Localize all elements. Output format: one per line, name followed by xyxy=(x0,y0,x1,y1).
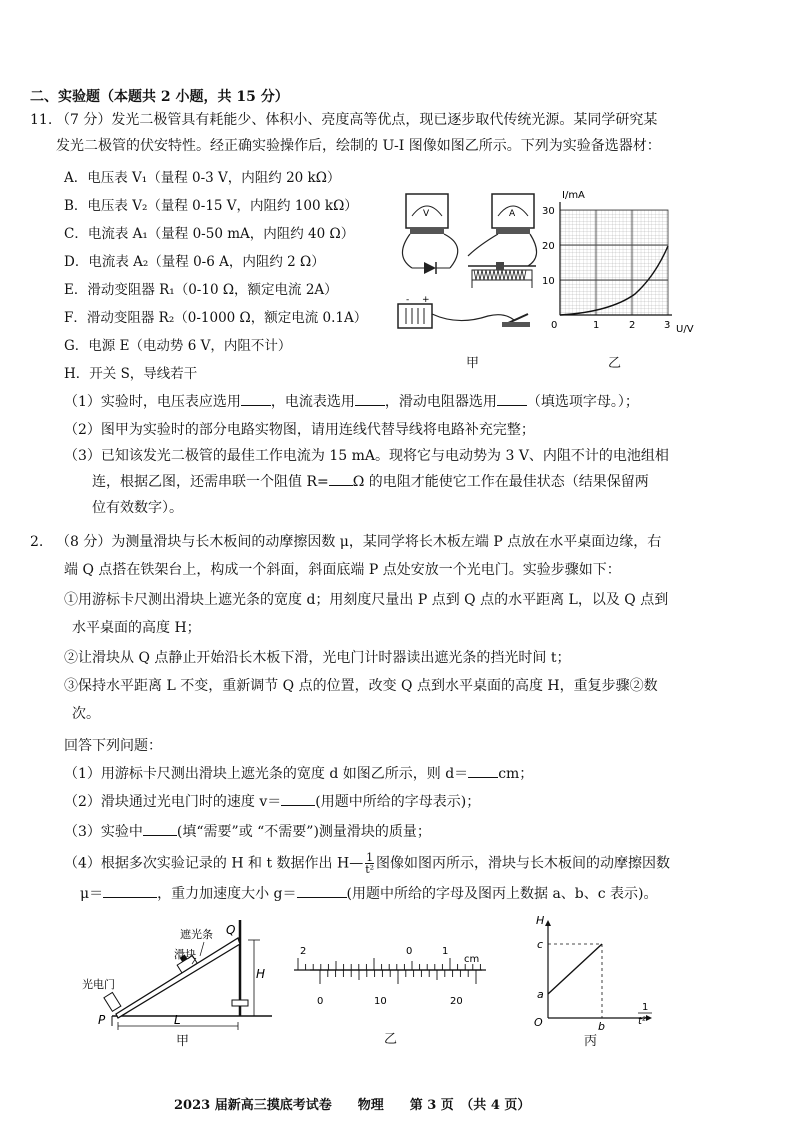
q12-line2: 端 Q 点搭在铁架台上，构成一个斜面，斜面底端 P 点处安放一个光电门。实验步骤如下： xyxy=(64,562,621,578)
diode-icon xyxy=(412,262,450,274)
main-scale xyxy=(294,958,486,970)
caliper-figure-caption: 乙 xyxy=(384,1032,398,1047)
fraction-numerator: 1 xyxy=(366,851,374,864)
answer-blank[interactable] xyxy=(143,835,177,836)
answer-blank[interactable] xyxy=(297,897,347,898)
vernier-scale xyxy=(310,970,482,984)
section-title: 二、实验题（本题共 2 小题，共 15 分） xyxy=(30,89,289,105)
q11-sub3-text: Ω 的电阻才能使它工作在最佳状态（结果保留两 xyxy=(352,474,649,490)
q12-sub1 xyxy=(64,764,533,784)
q12-sub4-line2 xyxy=(80,884,658,904)
q12-step1-line2: 水平桌面的高度 H； xyxy=(72,620,201,636)
incline-figure xyxy=(82,912,282,1044)
iu-ytick: 20 xyxy=(542,241,555,252)
q11-option-g: G．电源 E（电动势 6 V，内阻不计） xyxy=(64,338,292,354)
q12-sub4-text: 图像如图丙所示，滑块与长木板间的动摩擦因数 xyxy=(376,855,671,872)
main-label: 2 xyxy=(300,946,307,957)
incline-figure-caption: 甲 xyxy=(176,1034,190,1049)
circuit-figure xyxy=(388,186,548,346)
circuit-figure-caption: 甲 xyxy=(466,356,480,371)
q12-sub4-text: μ＝ xyxy=(80,886,104,902)
q12-sub4-text: （4）根据多次实验记录的 H 和 t 数据作出 H— xyxy=(64,855,364,872)
q12-answer-lead: 回答下列问题： xyxy=(64,738,162,754)
q11-option-a: A．电压表 V₁（量程 0-3 V，内阻约 20 kΩ） xyxy=(64,170,341,186)
iu-ytick: 0 xyxy=(551,320,558,331)
q11-sub2: （2）图甲为实验时的部分电路实物图，请用连线代替导线将电路补充完整； xyxy=(64,422,535,438)
q11-sub3-line1: （3）已知该发光二极管的最佳工作电流为 15 mA。现将它与电动势为 3 V、内阻不计的电池组相 xyxy=(64,448,669,464)
h-graph-c: c xyxy=(537,938,544,951)
q12-step3-line2: 次。 xyxy=(72,706,100,722)
label-shading-strip: 遮光条 xyxy=(180,928,213,941)
h-graph-b: b xyxy=(598,1020,605,1033)
q12-sub4-line1 xyxy=(64,852,670,875)
iu-graph-ylabel: I/mA xyxy=(562,190,585,201)
q12-sub4-text: (用题中所给的字母及图丙上数据 a、b、c 表示)。 xyxy=(346,886,658,902)
q12-sub2 xyxy=(64,792,480,812)
q11-sub1-text: ，滑动电阻器选用 xyxy=(384,394,497,410)
answer-blank[interactable] xyxy=(281,805,315,806)
vernier-label: 0 xyxy=(317,996,324,1007)
main-label: 0 xyxy=(406,946,413,957)
answer-blank[interactable] xyxy=(497,405,527,406)
answer-blank[interactable] xyxy=(468,777,498,778)
h-graph-origin: O xyxy=(534,1016,543,1029)
vernier-caliper-figure xyxy=(290,944,490,1010)
vernier-label: 20 xyxy=(450,996,463,1007)
q11-option-e: E．滑动变阻器 R₁（0-10 Ω，额定电流 2A） xyxy=(64,282,338,298)
iu-ytick: 10 xyxy=(542,276,555,287)
q12-sub3-text: （3）实验中 xyxy=(64,824,143,840)
q11-sub1 xyxy=(64,392,639,412)
q12-sub4-text: ，重力加速度大小 g＝ xyxy=(157,886,297,902)
iu-graph-xlabel: U/V xyxy=(676,324,694,335)
answer-blank[interactable] xyxy=(103,897,157,898)
q12-step2: ②让滑块从 Q 点静止开始沿长木板下滑，光电门计时器读出遮光条的挡光时间 t； xyxy=(64,650,571,666)
h-vs-inverse-t2-graph xyxy=(528,914,658,1038)
label-height-h: H xyxy=(256,967,266,981)
svg-text:A: A xyxy=(509,209,516,219)
h-graph-xlabel-den: t² xyxy=(638,1016,646,1027)
q11-option-f: F．滑动变阻器 R₂（0-1000 Ω，额定电流 0.1A） xyxy=(64,310,368,326)
battery-icon xyxy=(398,295,432,328)
q12-sub2-text: (用题中所给的字母表示)； xyxy=(315,794,481,810)
label-point-q: Q xyxy=(226,923,236,937)
q11-option-c: C．电流表 A₁（量程 0-50 mA，内阻约 40 Ω） xyxy=(64,226,355,242)
label-photogate: 光电门 xyxy=(82,978,115,991)
q11-sub1-text: （填选项字母。）； xyxy=(526,394,639,410)
ammeter-icon xyxy=(492,194,534,234)
h-graph-ylabel: H xyxy=(536,914,545,927)
q12-step1-line1: ①用游标卡尺测出滑块上遮光条的宽度 d；用刻度尺量出 P 点到 Q 点的水平距离 L，以及 Q 点到 xyxy=(64,592,669,608)
label-point-p: P xyxy=(98,1013,106,1027)
q11-option-h: H．开关 S，导线若干 xyxy=(64,366,198,382)
h-graph-xlabel-num: 1 xyxy=(642,1002,649,1013)
rheostat-icon xyxy=(468,262,536,288)
iu-xtick: 2 xyxy=(629,320,636,331)
iu-graph-caption: 乙 xyxy=(608,356,622,371)
vernier-label: 10 xyxy=(374,996,387,1007)
q12-sub3 xyxy=(64,822,431,842)
q11-sub1-text: ，电流表选用 xyxy=(270,394,355,410)
fraction-1-over-t2 xyxy=(365,852,374,875)
page-footer: 2023 届新高三摸底考试卷 物理 第 3 页 （共 4 页） xyxy=(174,1098,531,1113)
q12-sub3-text: (填“需要”或 “不需要”)测量滑块的质量； xyxy=(176,824,431,840)
main-label: 1 xyxy=(442,946,449,957)
answer-blank[interactable] xyxy=(355,405,385,406)
svg-text:-: - xyxy=(406,295,410,305)
q11-sub3-line2 xyxy=(92,472,649,492)
q12-line1: （8 分）为测量滑块与长木板间的动摩擦因数 μ，某同学将长木板左端 P 点放在水平桌面边缘，右 xyxy=(56,534,662,550)
q12-sub1-text: cm； xyxy=(498,766,534,782)
q11-option-d: D．电流表 A₂（量程 0-6 A，内阻约 2 Ω） xyxy=(64,254,325,270)
q11-sub3-line3: 位有效数字）。 xyxy=(92,500,183,516)
answer-blank[interactable] xyxy=(329,485,353,486)
q11-line2: 发光二极管的伏安特性。经正确实验操作后，绘制的 U-I 图像如图乙所示。下列为实验备选器材： xyxy=(56,138,661,154)
svg-text:V: V xyxy=(423,209,430,219)
label-length-l: L xyxy=(174,1013,181,1027)
iu-xtick: 3 xyxy=(664,320,671,331)
q11-option-b: B．电压表 V₂（量程 0-15 V，内阻约 100 kΩ） xyxy=(64,198,358,214)
iu-xtick: 1 xyxy=(593,320,600,331)
h-graph-a: a xyxy=(537,988,544,1001)
q12-step3-line1: ③保持水平距离 L 不变，重新调节 Q 点的位置，改变 Q 点到水平桌面的高度 H，重复步骤②数 xyxy=(64,678,658,694)
q11-line1: （7 分）发光二极管具有耗能少、体积小、亮度高等优点，现已逐步取代传统光源。某同学研究某 xyxy=(56,112,658,128)
h-graph-line xyxy=(548,944,602,994)
caliper-unit: cm xyxy=(464,954,480,965)
iu-graph xyxy=(540,186,694,340)
photogate-icon xyxy=(104,992,121,1011)
voltmeter-icon xyxy=(406,194,448,234)
q11-number: 11. xyxy=(30,112,53,128)
q12-sub1-text: （1）用游标卡尺测出滑块上遮光条的宽度 d 如图乙所示，则 d＝ xyxy=(64,766,469,782)
answer-blank[interactable] xyxy=(241,405,271,406)
q11-sub1-text: （1）实验时，电压表应选用 xyxy=(64,394,241,410)
fraction-denominator: t² xyxy=(365,863,375,876)
q11-sub3-text: 连，根据乙图，还需串联一个阻值 R= xyxy=(92,474,329,490)
svg-text:+: + xyxy=(422,295,430,305)
iu-ytick: 30 xyxy=(542,206,555,217)
h-graph-caption: 丙 xyxy=(584,1034,598,1049)
q12-sub2-text: （2）滑块通过光电门时的速度 v＝ xyxy=(64,794,282,810)
label-slider: 滑块 xyxy=(174,948,196,961)
q12-number: 2. xyxy=(30,534,44,550)
